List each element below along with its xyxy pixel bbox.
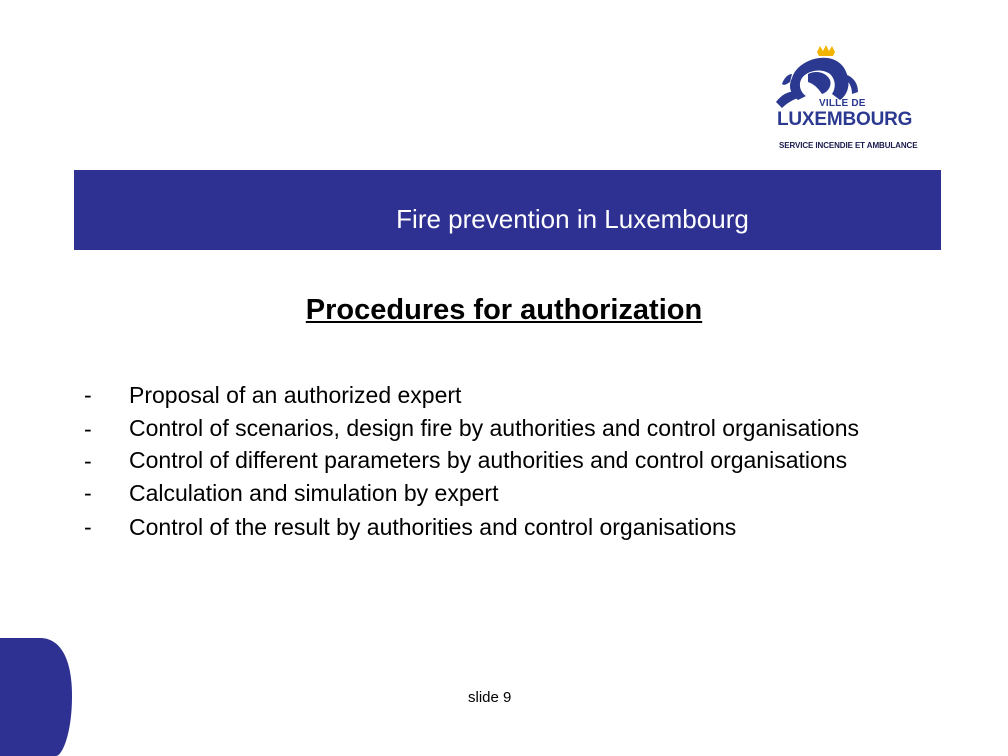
list-item — [84, 412, 909, 444]
list-item-text: Control of different parameters by authorities and control organisations — [129, 447, 848, 473]
list-item-text: Control of the result by authorities and control organisations — [129, 514, 737, 540]
logo-line-luxembourg: LUXEMBOURG — [777, 109, 913, 130]
corner-decoration — [0, 638, 80, 756]
list-item-text: Control of scenarios, design fire by authorities and control organisations — [129, 415, 860, 441]
list-item-text: Calculation and simulation by expert — [129, 480, 499, 506]
procedure-list — [84, 378, 909, 544]
list-item-text: Proposal of an authorized expert — [129, 382, 462, 408]
section-heading: Procedures for authorization — [305, 294, 703, 326]
title-banner — [74, 170, 941, 250]
slide-title: Fire prevention in Luxembourg — [396, 204, 749, 234]
bullet-dash: - — [84, 448, 92, 474]
ville-de-luxembourg-logo — [762, 44, 942, 156]
bullet-dash: - — [84, 514, 92, 540]
list-item — [84, 476, 909, 510]
bullet-dash: - — [84, 382, 92, 408]
logo-line-ville-de: VILLE DE — [819, 98, 866, 109]
list-item — [84, 510, 909, 544]
list-item — [84, 444, 909, 476]
list-item — [84, 378, 909, 412]
bullet-dash: - — [84, 416, 92, 442]
bullet-dash: - — [84, 480, 92, 506]
logo-line-service: SERVICE INCENDIE ET AMBULANCE — [779, 141, 918, 150]
slide-number: slide 9 — [468, 689, 512, 706]
